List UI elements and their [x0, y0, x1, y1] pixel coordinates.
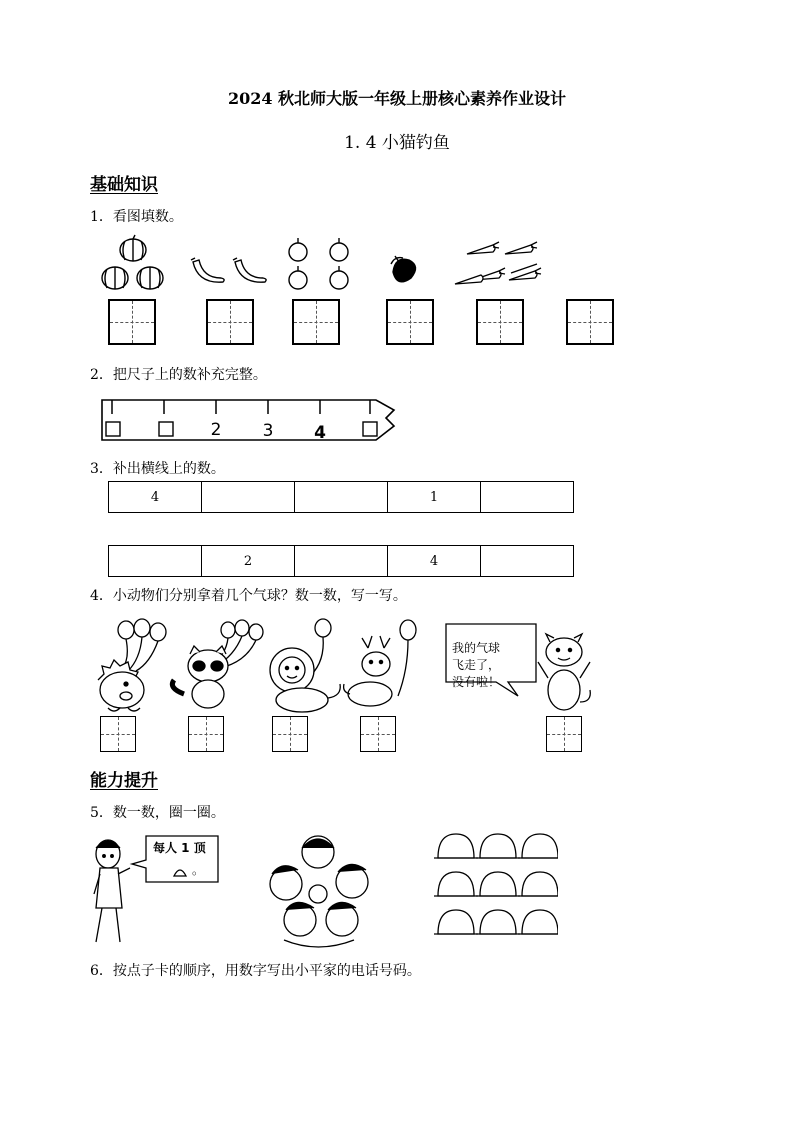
question-5-text: 5．数一数，圈一圈。 — [90, 805, 225, 821]
ruler-label-2: 2 — [210, 420, 222, 440]
question-2-text: 2．把尺子上的数补充完整。 — [90, 367, 267, 383]
answer-box-raccoon[interactable] — [188, 716, 224, 752]
raccoon-icon — [172, 620, 263, 708]
deer-icon — [344, 620, 416, 706]
question-4-text: 4．小动物们分别拿着几个气球？数一数，写一写。 — [90, 588, 407, 604]
number-line-row-2 — [108, 545, 574, 577]
worksheet-title: 2024 秋北师大版一年级上册核心素养作业设计 — [227, 89, 567, 108]
ruler-blank-1 — [159, 422, 173, 436]
ruler — [98, 396, 410, 444]
children-group-icon — [270, 836, 368, 947]
number-line-row-1 — [108, 481, 574, 513]
girl-speech-line-1: 每人 1 顶 — [153, 841, 206, 855]
cell[interactable]: 1 — [388, 482, 481, 513]
section-ability-improvement: 能力提升 — [90, 771, 158, 791]
speech-line: 没有啦！ — [452, 675, 501, 689]
answer-box-carrots[interactable] — [476, 299, 524, 345]
cell[interactable] — [202, 482, 295, 513]
answer-box-apples[interactable] — [292, 299, 340, 345]
cell[interactable] — [109, 546, 202, 577]
cell[interactable] — [295, 482, 388, 513]
speech-line: 我的气球 — [452, 641, 501, 655]
cell[interactable] — [481, 482, 574, 513]
tiger-speech-text — [452, 640, 532, 691]
answer-box-empty[interactable] — [566, 299, 614, 345]
question-3-text: 3．补出横线上的数。 — [90, 461, 225, 477]
carrot-icon — [455, 242, 541, 284]
ruler-label-3: 3 — [262, 421, 274, 441]
answer-box-hedgehog[interactable] — [100, 716, 136, 752]
lion-icon — [270, 619, 340, 712]
answer-box-deer[interactable] — [360, 716, 396, 752]
cell[interactable]: 4 — [109, 482, 202, 513]
tiger-icon — [538, 634, 590, 710]
ruler-blank-5 — [363, 422, 377, 436]
answer-box-eggplant[interactable] — [386, 299, 434, 345]
girl-icon — [94, 840, 130, 942]
cell[interactable]: 2 — [202, 546, 295, 577]
cell[interactable]: 4 — [388, 546, 481, 577]
section-basic-knowledge: 基础知识 — [90, 175, 158, 195]
ruler-blank-0 — [106, 422, 120, 436]
hedgehog-icon — [98, 619, 166, 711]
answer-box-pumpkins[interactable] — [108, 299, 156, 345]
answer-box-lion[interactable] — [272, 716, 308, 752]
cell[interactable] — [481, 546, 574, 577]
cell[interactable] — [295, 546, 388, 577]
question-6-text: 6．按点子卡的顺序，用数字写出小平家的电话号码。 — [90, 963, 421, 979]
speech-line: 飞走了， — [452, 658, 501, 672]
girl-speech-line-2: 。 — [192, 863, 205, 877]
hats-grid-icon — [434, 834, 558, 934]
pumpkin-icon — [102, 235, 163, 289]
question-1-text: 1．看图填数。 — [90, 209, 183, 225]
eggplant-icon — [391, 256, 416, 282]
ruler-label-4: 4 — [314, 423, 326, 443]
answer-box-tiger[interactable] — [546, 716, 582, 752]
question-1-pictures — [95, 234, 565, 296]
apple-icon — [289, 238, 348, 289]
lesson-title: 1. 4 小猫钓鱼 — [344, 133, 450, 153]
banana-icon — [191, 258, 266, 282]
answer-box-bananas[interactable] — [206, 299, 254, 345]
